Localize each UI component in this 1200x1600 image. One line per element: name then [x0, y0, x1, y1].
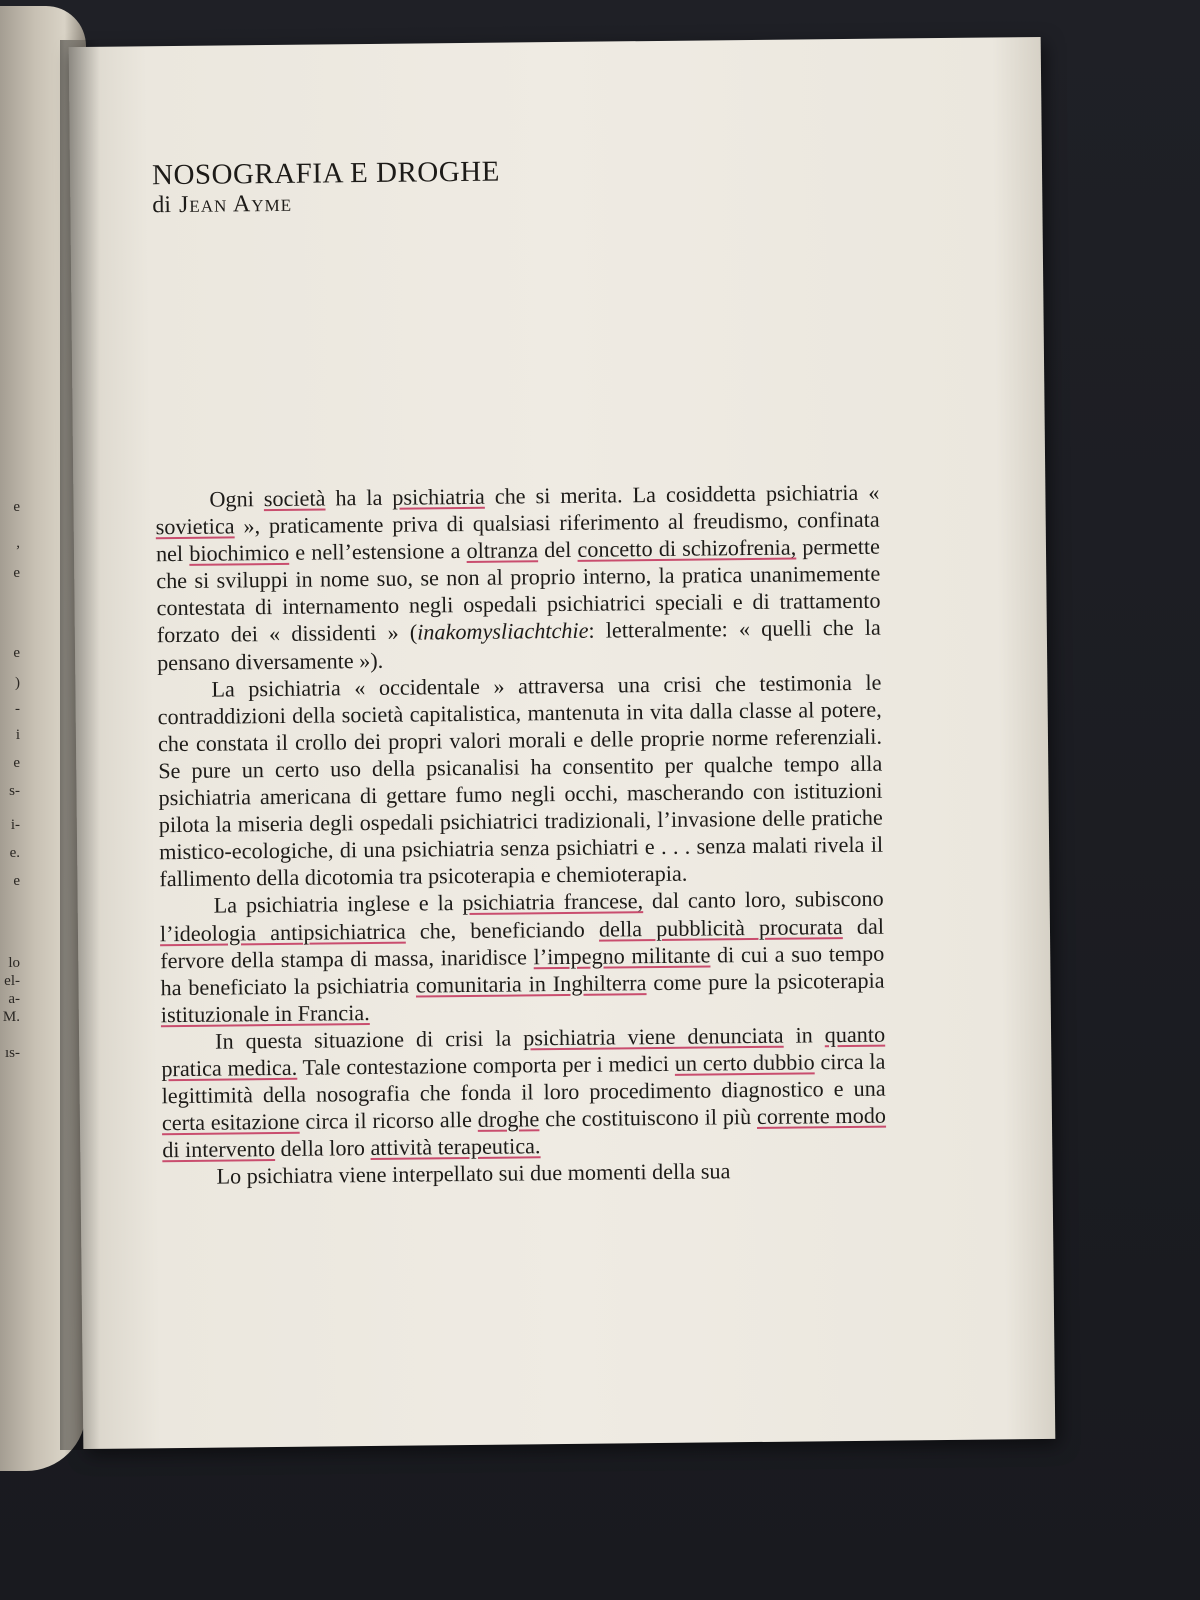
underlined-text: società	[263, 485, 326, 512]
underlined-text: l’impegno militante	[533, 942, 711, 969]
underlined-text: comunitaria in Inghilterra	[415, 969, 647, 998]
left-page-fragment: ıs-	[5, 1045, 20, 1061]
paragraph	[155, 479, 881, 676]
text-run: in	[783, 1022, 825, 1048]
underlined-text: certa esitazione	[161, 1108, 300, 1136]
paragraph	[160, 885, 885, 1028]
underlined-text: quanto pratica medica.	[161, 1021, 886, 1082]
left-page-fragment: i-	[10, 817, 20, 833]
left-page-fragment: e	[13, 565, 20, 581]
left-page-fragment: e	[13, 755, 20, 771]
underlined-text: droghe	[477, 1106, 540, 1133]
underlined-text: sovietica	[155, 513, 235, 540]
text-run: La psichiatria « occidentale » attraversa una crisi che testimonia le contraddizioni della società capitalistica, mantenuta in vita dalla classe al potere, che constata il crollo dei propri valori morali e delle proprie norme referenziali. Se pure un certo uso della psicanalisi ha consentito per qualche tempo alla psichiatria americana di gettare fumo negli occhi, mascherando con istituzioni pilota la miseria degli ospedali psichiatrici tradizionali, l’invasione delle pratiche mistico-ecologiche, di una psichiatria senza psichiatri e . . . senza malati rivela il fallimento della dicotomia tra psicoterapia e chemioterapia.	[157, 669, 884, 892]
byline-prefix: di	[152, 192, 172, 219]
left-page-fragment: i	[15, 727, 20, 743]
underlined-text: psichiatria	[392, 483, 485, 510]
text-run: che costituiscono il più	[539, 1104, 758, 1132]
article-body	[155, 479, 886, 1191]
left-page-fragment: e	[13, 873, 20, 889]
text-run: circa il ricorso alle	[299, 1107, 478, 1134]
left-page-fragment: M.	[2, 1009, 20, 1025]
text-run: Lo psichiatra viene interpellato sui due momenti della sua	[216, 1158, 731, 1189]
left-page-fragment: e.	[9, 845, 20, 861]
italic-term: inakomysliachtchie	[417, 618, 589, 645]
text-run: del	[537, 537, 578, 563]
underlined-text: oltranza	[466, 537, 539, 564]
author-name: Jean Ayme	[178, 190, 293, 218]
left-page-fragment: el-	[4, 973, 20, 989]
left-page-fragment: lo	[8, 955, 20, 971]
text-run: », praticamente priva di qualsiasi riferimento al freudismo, confinata nel	[155, 506, 880, 567]
text-run: che, beneficiando	[405, 916, 600, 944]
text-run: che si merita. La cosiddetta psichiatria «	[484, 479, 880, 509]
paragraph	[157, 668, 883, 892]
book-page	[69, 37, 1056, 1449]
underlined-text: istituzionale in Francia.	[160, 999, 370, 1027]
left-page-fragment: ,	[16, 535, 20, 551]
text-run: come pure la psicoterapia	[646, 967, 885, 995]
text-run: dal fervore della stampa di massa, inaridisce	[160, 913, 885, 973]
left-page-fragment: -	[15, 701, 20, 717]
text-run: della loro	[274, 1135, 371, 1162]
text-run: : letteralmente: « quelli che la pensano diversamente »).	[157, 615, 881, 675]
text-run: Tale contestazione comporta per i medici	[297, 1050, 675, 1080]
underlined-text: della pubblicità procurata	[598, 913, 843, 942]
text-run: La psichiatria inglese e la	[213, 890, 463, 919]
underlined-text: attività terapeutica.	[370, 1133, 541, 1161]
underlined-text: psichiatria viene denunciata	[523, 1022, 784, 1051]
left-page-fragment: s-	[9, 783, 20, 799]
article-title: NOSOGRAFIA E DROGHE	[151, 155, 501, 192]
underlined-text: biochimico	[189, 540, 290, 567]
text-run: di cui a suo tempo ha beneficiato la psichiatria	[160, 940, 885, 1000]
underlined-text: psichiatria francese,	[462, 888, 644, 916]
paragraph	[161, 1021, 886, 1164]
text-run: permette che si sviluppi in nome suo, se non al proprio interno, la pratica unanimemente contestata di internamento negli ospedali psichiatrici speciali e di trattamento forzato dei « dissidenti » (	[156, 533, 881, 648]
text-run: circa la legittimità della nosografia che fonda il loro procedimento diagnostico e una	[161, 1048, 886, 1109]
text-run: ha la	[325, 484, 393, 511]
underlined-text: concetto di schizofrenia,	[577, 534, 797, 563]
text-run: Ogni	[209, 486, 264, 512]
underlined-text: corrente modo di intervento	[162, 1102, 887, 1163]
underlined-text: l’ideologia antipsichiatrica	[159, 918, 406, 946]
article-byline	[152, 191, 292, 219]
text-run: e nell’estensione a	[288, 538, 467, 566]
text-run: In questa situazione di crisi la	[214, 1025, 524, 1054]
underlined-text: un certo dubbio	[674, 1049, 815, 1076]
left-page-fragment: )	[15, 675, 20, 691]
left-page-fragment: e	[13, 499, 20, 515]
left-page-fragment: e	[13, 645, 20, 661]
left-page-fragment: a-	[8, 991, 20, 1007]
text-run: dal canto loro, subiscono	[642, 886, 884, 914]
